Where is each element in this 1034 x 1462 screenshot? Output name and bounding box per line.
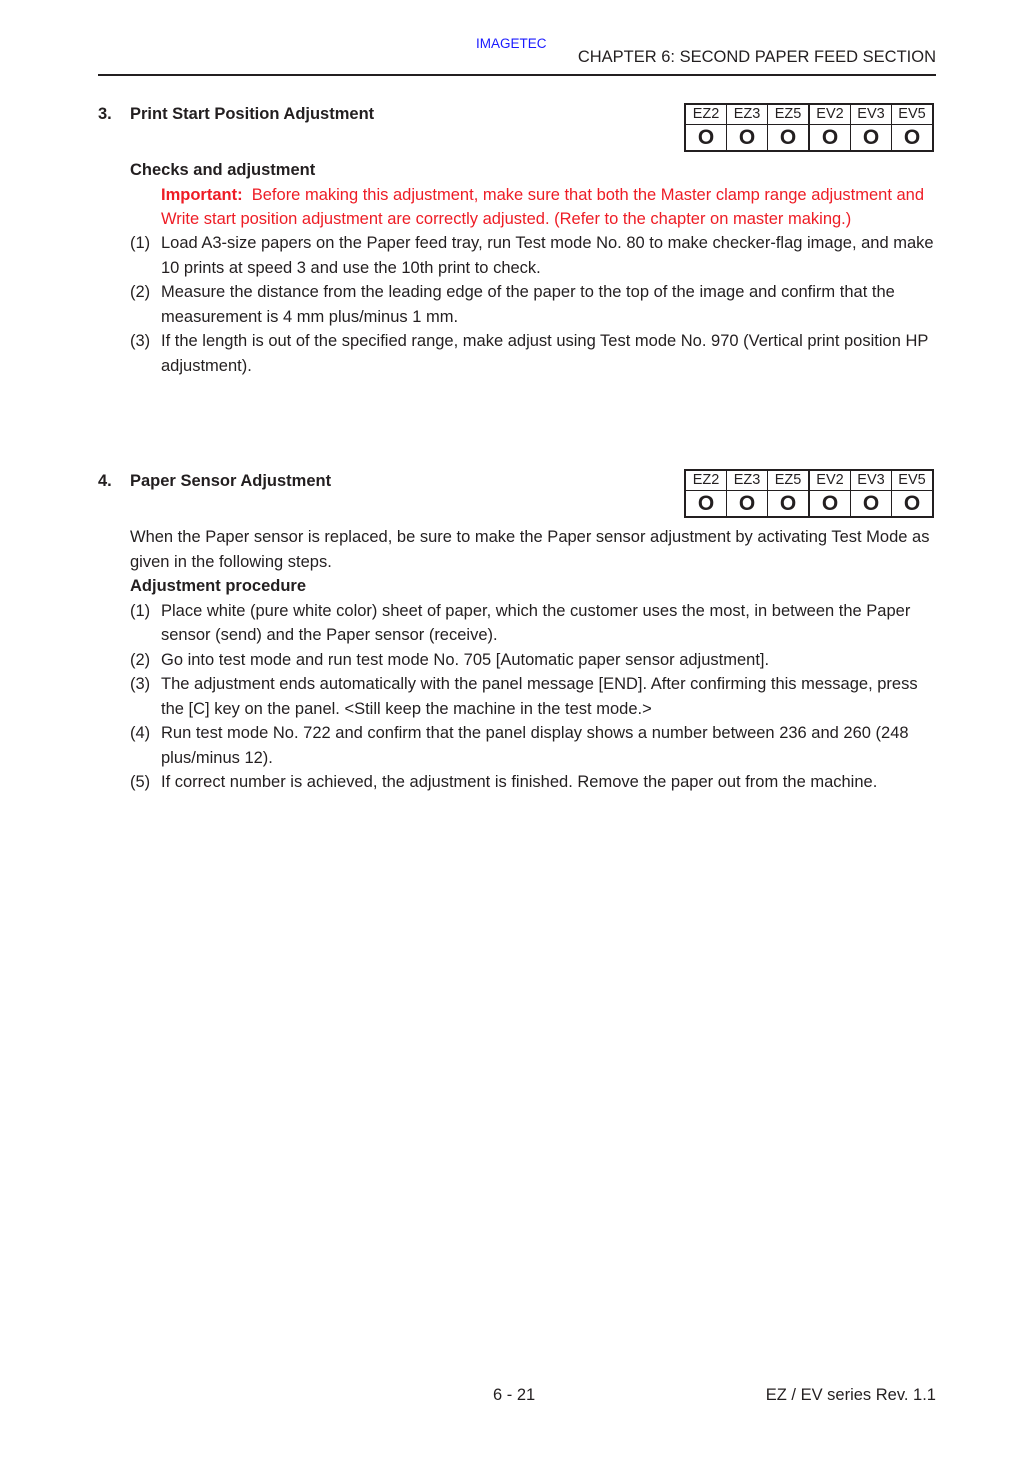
model-name: EV2	[809, 470, 851, 491]
section-4-number: 4.	[98, 472, 112, 490]
list-item	[130, 672, 936, 721]
important-label: Important:	[161, 185, 243, 204]
list-item	[130, 770, 936, 795]
step-number: (3)	[130, 675, 151, 693]
step-number: (1)	[130, 234, 151, 252]
step-text: Load A3-size papers on the Paper feed tray, run Test mode No. 80 to make checker-flag image, and make 10 prints at speed 3 and use the 10th print to check.	[161, 234, 934, 277]
section-3-subheading: Checks and adjustment	[130, 161, 316, 179]
step-text: If correct number is achieved, the adjustment is finished. Remove the paper out from the machine.	[161, 773, 878, 791]
list-item	[130, 721, 936, 770]
model-name: EV3	[851, 104, 892, 125]
section-3-steps	[130, 231, 936, 378]
model-applicable-mark: O	[851, 125, 892, 152]
list-item	[130, 231, 936, 280]
model-applicable-mark: O	[809, 491, 851, 518]
section-4-title: Paper Sensor Adjustment	[130, 472, 332, 490]
step-text: Run test mode No. 722 and confirm that the panel display shows a number between 236 and 260 (248 plus/minus 12).	[161, 724, 909, 767]
step-number: (4)	[130, 724, 151, 742]
model-name: EV3	[851, 470, 892, 491]
section-3-body	[130, 158, 936, 232]
step-text: Measure the distance from the leading edge of the paper to the top of the image and confirm that the measurement is 4 mm plus/minus 1 mm.	[161, 283, 895, 326]
revision-label: EZ / EV series Rev. 1.1	[765, 1386, 936, 1404]
model-name: EZ2	[685, 104, 727, 125]
step-number: (5)	[130, 773, 151, 791]
model-applicable-mark: O	[685, 125, 727, 152]
model-name: EV5	[892, 470, 934, 491]
section-3-model-table	[684, 103, 934, 152]
step-text: Go into test mode and run test mode No. 705 [Automatic paper sensor adjustment].	[161, 650, 770, 669]
brand-label: IMAGETEC	[476, 36, 547, 51]
important-text: Before making this adjustment, make sure that both the Master clamp range adjustment and Write start position adjustment are correctly adjusted. (Refer to the chapter on master making.)	[161, 185, 925, 228]
model-name: EZ3	[727, 104, 768, 125]
model-applicable-mark: O	[809, 125, 851, 152]
model-name: EZ3	[727, 470, 768, 491]
model-name: EV2	[809, 104, 851, 125]
model-name: EV5	[892, 104, 934, 125]
model-name: EZ2	[685, 470, 727, 491]
model-applicable-mark: O	[892, 491, 934, 518]
model-applicable-mark: O	[768, 125, 810, 152]
step-number: (2)	[130, 283, 151, 301]
model-applicable-mark: O	[727, 491, 768, 518]
step-text: If the length is out of the specified range, make adjust using Test mode No. 970 (Vertical print position HP adjustment).	[161, 332, 929, 375]
model-applicable-mark: O	[851, 491, 892, 518]
model-applicable-mark: O	[768, 491, 810, 518]
section-4-model-table	[684, 469, 934, 518]
step-number: (2)	[130, 650, 151, 669]
model-name: EZ5	[768, 470, 810, 491]
list-item	[130, 329, 936, 378]
list-item	[130, 599, 936, 648]
model-applicable-mark: O	[892, 125, 934, 152]
section-4-intro: When the Paper sensor is replaced, be sure to make the Paper sensor adjustment by activating Test Mode as given in the following steps.	[130, 528, 930, 571]
step-text: Place white (pure white color) sheet of paper, which the customer uses the most, in between the Paper sensor (send) and the Paper sensor (receive).	[161, 601, 911, 644]
step-text: The adjustment ends automatically with the panel message [END]. After confirming this message, press the [C] key on the panel. <Still keep the machine in the test mode.>	[161, 675, 918, 718]
step-number: (3)	[130, 332, 151, 350]
model-applicable-mark: O	[685, 491, 727, 518]
step-number: (1)	[130, 601, 151, 620]
list-item	[130, 280, 936, 329]
page-number: 6 - 21	[493, 1386, 536, 1404]
list-item	[130, 648, 936, 673]
section-3-number: 3.	[98, 105, 112, 123]
section-4-subheading: Adjustment procedure	[130, 577, 307, 595]
model-name: EZ5	[768, 104, 810, 125]
chapter-title: CHAPTER 6: SECOND PAPER FEED SECTION	[577, 48, 936, 66]
page-header	[98, 30, 936, 76]
important-note	[130, 183, 936, 232]
section-4-body	[130, 525, 936, 795]
model-applicable-mark: O	[727, 125, 768, 152]
section-3-title: Print Start Position Adjustment	[130, 105, 375, 123]
